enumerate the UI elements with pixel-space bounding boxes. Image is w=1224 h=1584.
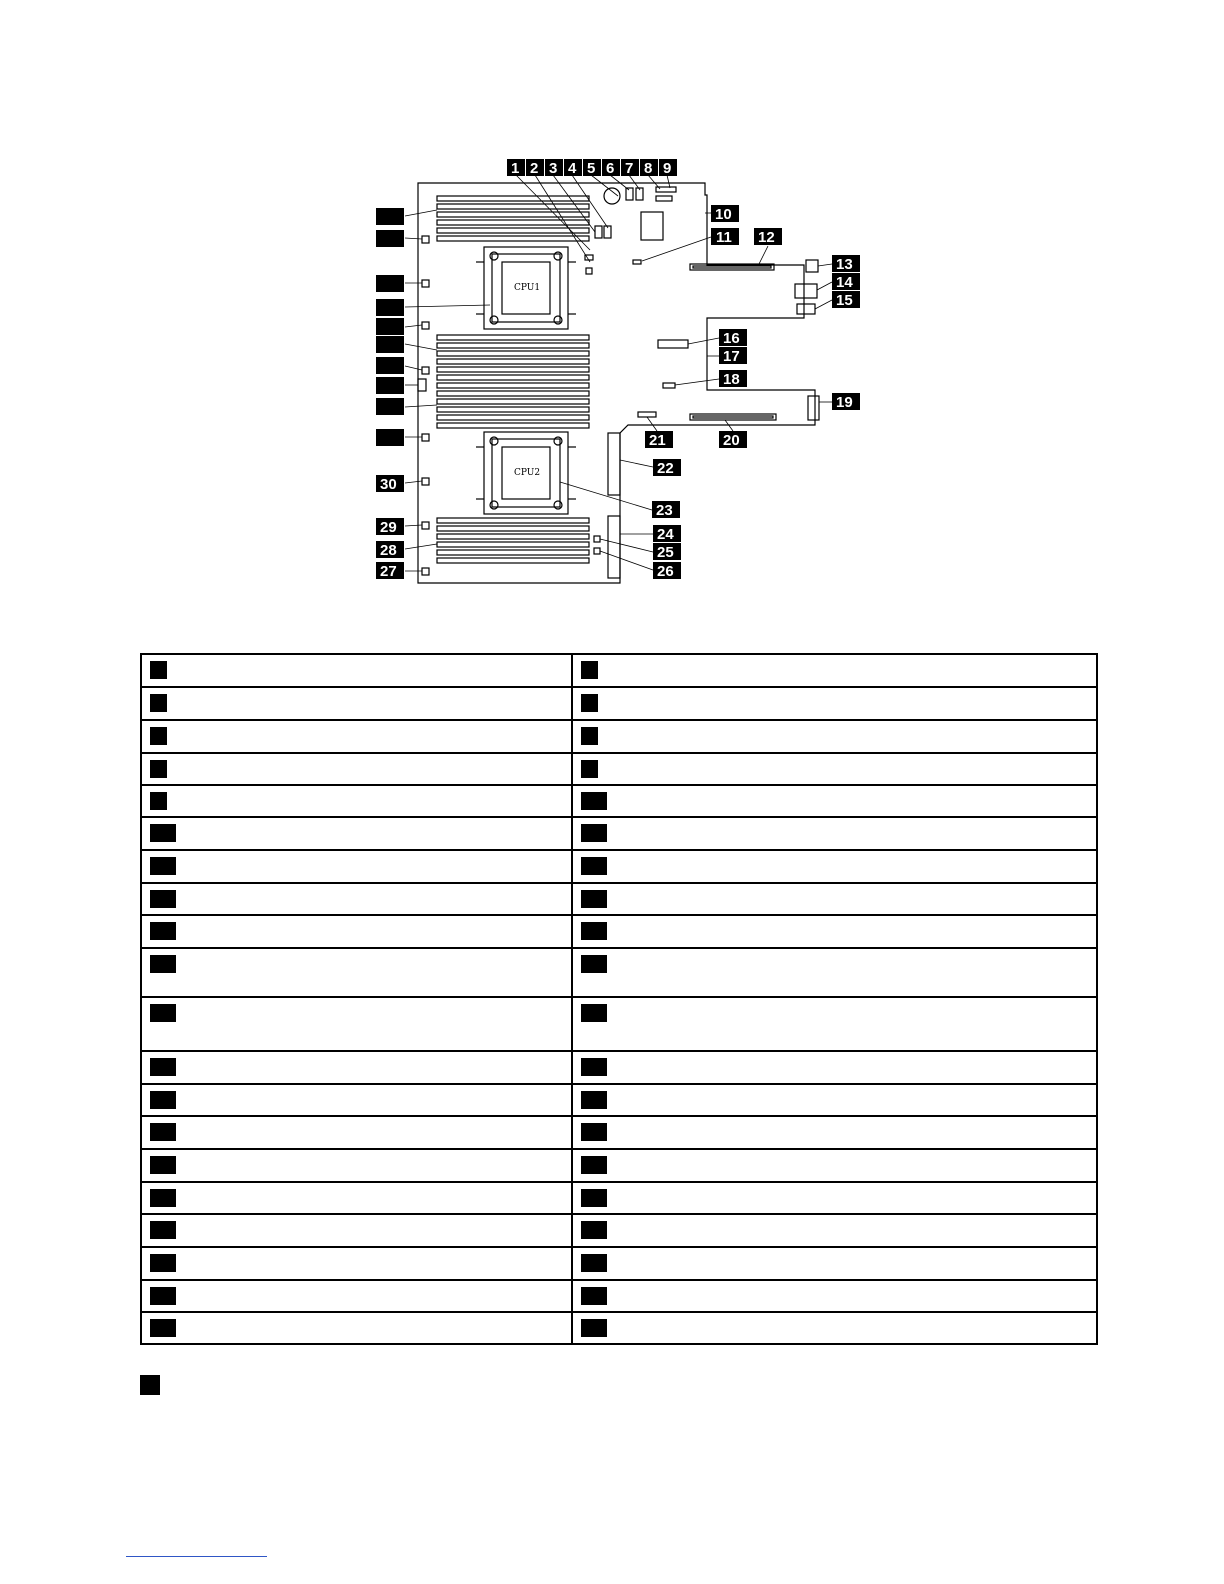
legend-callout-badge (150, 1189, 176, 1207)
dimm-bank-middle (437, 335, 589, 428)
callout-11 (711, 228, 739, 246)
cpu1-label: CPU1 (514, 283, 541, 293)
callout-30 (376, 475, 404, 493)
callout-9 (659, 159, 677, 177)
legend-cell-left (141, 850, 572, 883)
legend-cell-left (141, 817, 572, 850)
legend-cell-left (141, 687, 572, 720)
legend-callout-badge (150, 760, 167, 778)
svg-text:17: 17 (723, 348, 740, 365)
legend-cell-right (572, 817, 1097, 850)
callout-7 (621, 159, 639, 177)
callout-3 (545, 159, 563, 177)
legend-cell-left (141, 1280, 572, 1312)
callout-2 (526, 159, 544, 177)
svg-text:4: 4 (568, 160, 577, 177)
legend-callout-badge (150, 955, 176, 973)
legend-cell-right (572, 1116, 1097, 1149)
legend-callout-badge (581, 1004, 607, 1022)
svg-text:8: 8 (644, 160, 653, 177)
callout-8 (640, 159, 658, 177)
callout-boxes-left-unlabeled (376, 208, 404, 446)
legend-cell-left (141, 1149, 572, 1182)
legend-callout-badge (581, 1221, 607, 1239)
legend-row (141, 1051, 1097, 1084)
legend-row (141, 720, 1097, 753)
callout-26 (653, 562, 681, 580)
legend-row (141, 948, 1097, 997)
legend-callout-badge (150, 1123, 176, 1141)
svg-text:23: 23 (656, 502, 673, 519)
callout-5 (583, 159, 601, 177)
svg-text:14: 14 (836, 274, 853, 291)
svg-text:11: 11 (716, 229, 732, 246)
legend-row (141, 817, 1097, 850)
svg-text:16: 16 (723, 330, 740, 347)
callout-18 (719, 370, 747, 388)
svg-text:29: 29 (380, 519, 397, 536)
legend-row (141, 915, 1097, 948)
svg-text:18: 18 (723, 371, 740, 388)
svg-text:3: 3 (549, 160, 558, 177)
legend-cell-left (141, 1116, 572, 1149)
legend-callout-badge (581, 1287, 607, 1305)
legend-callout-badge (150, 1058, 176, 1076)
legend-callout-badge (150, 1221, 176, 1239)
legend-row (141, 1214, 1097, 1247)
legend-row (141, 1280, 1097, 1312)
legend-callout-badge (150, 661, 167, 679)
legend-callout-badge (581, 857, 607, 875)
legend-callout-badge (150, 1156, 176, 1174)
legend-cell-right (572, 687, 1097, 720)
legend-callout-badge (150, 824, 176, 842)
callout-27 (376, 562, 404, 580)
svg-text:2: 2 (530, 160, 539, 177)
legend-row (141, 753, 1097, 785)
legend-cell-right (572, 1247, 1097, 1280)
svg-text:24: 24 (657, 526, 674, 543)
legend-cell-left (141, 720, 572, 753)
svg-text:21: 21 (649, 432, 666, 449)
svg-text:6: 6 (606, 160, 615, 177)
legend-cell-left (141, 1312, 572, 1344)
legend-cell-right (572, 1051, 1097, 1084)
svg-text:26: 26 (657, 563, 674, 580)
callout-15 (832, 291, 860, 309)
legend-callout-badge (581, 1091, 607, 1109)
legend-cell-left (141, 1247, 572, 1280)
legend-callout-badge (581, 1319, 607, 1337)
legend-callout-badge (581, 1123, 607, 1141)
svg-text:9: 9 (663, 160, 672, 177)
callout-6 (602, 159, 620, 177)
top-components (585, 187, 819, 578)
legend-callout-badge (581, 890, 607, 908)
legend-row (141, 1182, 1097, 1214)
svg-text:22: 22 (657, 460, 674, 477)
svg-text:30: 30 (380, 476, 397, 493)
callout-19 (832, 393, 860, 411)
legend-cell-left (141, 883, 572, 915)
svg-text:12: 12 (758, 229, 775, 246)
legend-callout-badge (581, 922, 607, 940)
legend-callout-badge (581, 694, 598, 712)
legend-callout-badge (150, 694, 167, 712)
legend-cell-right (572, 997, 1097, 1051)
footnote-rule (126, 1556, 267, 1557)
legend-cell-right (572, 654, 1097, 687)
callout-25 (653, 543, 681, 561)
svg-text:28: 28 (380, 542, 397, 559)
legend-row (141, 1116, 1097, 1149)
svg-text:1: 1 (511, 160, 520, 177)
svg-text:13: 13 (836, 256, 853, 273)
legend-callout-badge (150, 1091, 176, 1109)
legend-cell-left (141, 1182, 572, 1214)
legend-callout-badge (581, 661, 598, 679)
legend-callout-badge (150, 792, 167, 810)
legend-row (141, 1149, 1097, 1182)
component-legend-table (140, 653, 1098, 1345)
legend-callout-badge (150, 1319, 176, 1337)
legend-callout-badge (150, 1254, 176, 1272)
legend-cell-right (572, 1214, 1097, 1247)
svg-text:25: 25 (657, 544, 674, 561)
callout-1 (507, 159, 525, 177)
svg-text:27: 27 (380, 563, 397, 580)
callout-4 (564, 159, 582, 177)
legend-row (141, 785, 1097, 817)
callout-12 (754, 228, 782, 246)
legend-cell-left (141, 1084, 572, 1116)
footnote-badge (140, 1375, 160, 1395)
callout-28 (376, 541, 404, 559)
callout-16 (719, 329, 747, 347)
legend-cell-left (141, 1214, 572, 1247)
legend-row (141, 1084, 1097, 1116)
legend-row (141, 883, 1097, 915)
svg-text:7: 7 (625, 160, 634, 177)
legend-cell-right (572, 1149, 1097, 1182)
legend-row (141, 687, 1097, 720)
legend-cell-left (141, 948, 572, 997)
legend-cell-right (572, 1182, 1097, 1214)
legend-callout-badge (150, 1287, 176, 1305)
svg-text:10: 10 (715, 206, 732, 223)
callout-23 (652, 501, 680, 519)
legend-callout-badge (581, 1254, 607, 1272)
legend-callout-badge (581, 1189, 607, 1207)
legend-cell-left (141, 915, 572, 948)
legend-callout-badge (581, 727, 598, 745)
legend-cell-left (141, 753, 572, 785)
legend-cell-left (141, 785, 572, 817)
legend-cell-right (572, 753, 1097, 785)
legend-cell-right (572, 883, 1097, 915)
legend-cell-left (141, 1051, 572, 1084)
legend-row (141, 850, 1097, 883)
callout-13 (832, 255, 860, 273)
legend-row (141, 1312, 1097, 1344)
legend-cell-left (141, 654, 572, 687)
legend-callout-badge (581, 1156, 607, 1174)
legend-cell-right (572, 948, 1097, 997)
dimm-bank-cpu2-bottom (437, 518, 589, 563)
callout-22 (653, 459, 681, 477)
legend-callout-badge (581, 792, 607, 810)
callout-21 (645, 431, 673, 449)
legend-row (141, 654, 1097, 687)
legend-callout-badge (150, 857, 176, 875)
legend-cell-left (141, 997, 572, 1051)
callout-20 (719, 431, 747, 449)
legend-cell-right (572, 1280, 1097, 1312)
svg-text:15: 15 (836, 292, 853, 309)
legend-callout-badge (150, 727, 167, 745)
legend-callout-badge (150, 890, 176, 908)
legend-callout-badge (581, 824, 607, 842)
callout-24 (653, 525, 681, 543)
legend-row (141, 997, 1097, 1051)
legend-callout-badge (150, 1004, 176, 1022)
legend-cell-right (572, 785, 1097, 817)
svg-text:5: 5 (587, 160, 596, 177)
legend-cell-right (572, 850, 1097, 883)
legend-row (141, 1247, 1097, 1280)
svg-text:19: 19 (836, 394, 853, 411)
legend-cell-right (572, 1084, 1097, 1116)
svg-text:20: 20 (723, 432, 740, 449)
legend-cell-right (572, 915, 1097, 948)
legend-callout-badge (581, 760, 598, 778)
legend-cell-right (572, 1312, 1097, 1344)
callout-14 (832, 273, 860, 291)
dimm-bank-cpu1-top (437, 196, 589, 241)
callout-29 (376, 518, 404, 536)
legend-callout-badge (581, 955, 607, 973)
legend-callout-badge (150, 922, 176, 940)
callout-17 (719, 347, 747, 365)
system-board-diagram (0, 0, 1224, 640)
callout-10 (711, 205, 739, 223)
cpu2-label: CPU2 (514, 468, 541, 478)
legend-callout-badge (581, 1058, 607, 1076)
legend-cell-right (572, 720, 1097, 753)
